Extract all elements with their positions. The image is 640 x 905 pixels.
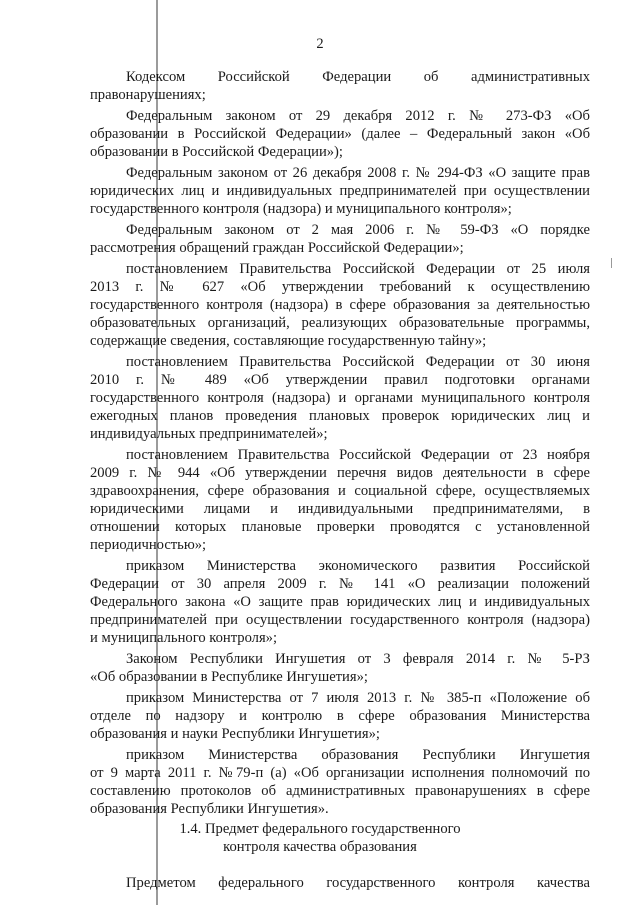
section-heading-line: контроля качества образования — [223, 839, 417, 855]
text-line: рассмотрения обращений граждан Российской Федерации»; — [90, 240, 464, 256]
text-line: «Об образовании в Республике Ингушетия»; — [90, 669, 368, 685]
page-number: 2 — [316, 36, 324, 52]
text-line: Федеральным законом от 26 декабря 2008 г. № 294-ФЗ «О защите прав — [126, 165, 590, 181]
text-line: составлению протоколов об административных правонарушениях в сфере — [90, 783, 590, 799]
text-line: и муниципального контроля»; — [90, 630, 278, 646]
text-line: правонарушениях; — [90, 87, 206, 103]
text-line: здравоохранения, сфере образования и социальной сфере, осуществляемых — [90, 483, 590, 499]
text-line: содержащие сведения, составляющие государственную тайну»; — [90, 333, 487, 349]
text-line: отношении которых плановые проверки проводятся с установленной — [90, 519, 590, 535]
text-line: образования Республики Ингушетия». — [90, 801, 329, 817]
text-line: Кодексом Российской Федерации об административных — [126, 69, 590, 85]
text-line: приказом Министерства от 7 июля 2013 г. № 385-п «Положение об — [126, 690, 590, 706]
scan-edge-mark — [611, 258, 612, 268]
text-line: приказом Министерства образования Республики Ингушетия — [126, 747, 590, 763]
text-line: периодичностью»; — [90, 537, 207, 553]
text-line: 2013 г. № 627 «Об утверждении требований к осуществлению — [90, 279, 590, 295]
text-line: государственного контроля (надзора) и муниципального контроля»; — [90, 201, 512, 217]
text-line: отделе по надзору и контролю в сфере образования Министерства — [90, 708, 590, 724]
text-line: 2009 г. № 944 «Об утверждении перечня видов деятельности в сфере — [90, 465, 590, 481]
text-line: приказом Министерства экономического развития Российской — [126, 558, 590, 574]
text-line: образовании в Российской Федерации»); — [90, 144, 343, 160]
text-line: образовательных организаций, реализующих образовательные программы, — [90, 315, 590, 331]
text-line: постановлением Правительства Российской Федерации от 23 ноября — [126, 447, 590, 463]
text-line: 2010 г. № 489 «Об утверждении правил подготовки органами — [90, 372, 590, 388]
text-line: государственного контроля (надзора) в сфере образования за деятельностью — [90, 297, 590, 313]
text-line: юридических лиц и индивидуальных предпринимателей при осуществлении — [90, 183, 590, 199]
text-line: Федерального закона «О защите прав юридических лиц и индивидуальных — [90, 594, 590, 610]
text-line: юридическими лицами и индивидуальными предпринимателями, в — [90, 501, 590, 517]
text-line: Федерации от 30 апреля 2009 г. № 141 «О реализации положений — [90, 576, 590, 592]
text-line: индивидуальных предпринимателей»; — [90, 426, 328, 442]
text-line: постановлением Правительства Российской Федерации от 30 июня — [126, 354, 590, 370]
closing-text-line: Предметом федерального государственного контроля качества — [126, 875, 590, 891]
text-line: Федеральным законом от 29 декабря 2012 г. № 273-ФЗ «Об — [126, 108, 590, 124]
text-line: государственного контроля (надзора) и органами муниципального контроля — [90, 390, 590, 406]
text-line: ежегодных планов проведения плановых проверок юридических лиц и — [90, 408, 590, 424]
section-heading-line: 1.4. Предмет федерального государственного — [179, 821, 461, 837]
text-line: Законом Республики Ингушетия от 3 февраля 2014 г. № 5-РЗ — [126, 651, 590, 667]
text-line: от 9 марта 2011 г. №79-п (а) «Об организации исполнения полномочий по — [90, 765, 590, 781]
text-line: предпринимателей при осуществлении государственного контроля (надзора) — [90, 612, 590, 628]
text-line: образования и науки Республики Ингушетия»; — [90, 726, 380, 742]
text-line: образовании в Российской Федерации» (далее – Федеральный закон «Об — [90, 126, 590, 142]
text-line: Федеральным законом от 2 мая 2006 г. № 59-ФЗ «О порядке — [126, 222, 590, 238]
text-line: постановлением Правительства Российской Федерации от 25 июля — [126, 261, 590, 277]
